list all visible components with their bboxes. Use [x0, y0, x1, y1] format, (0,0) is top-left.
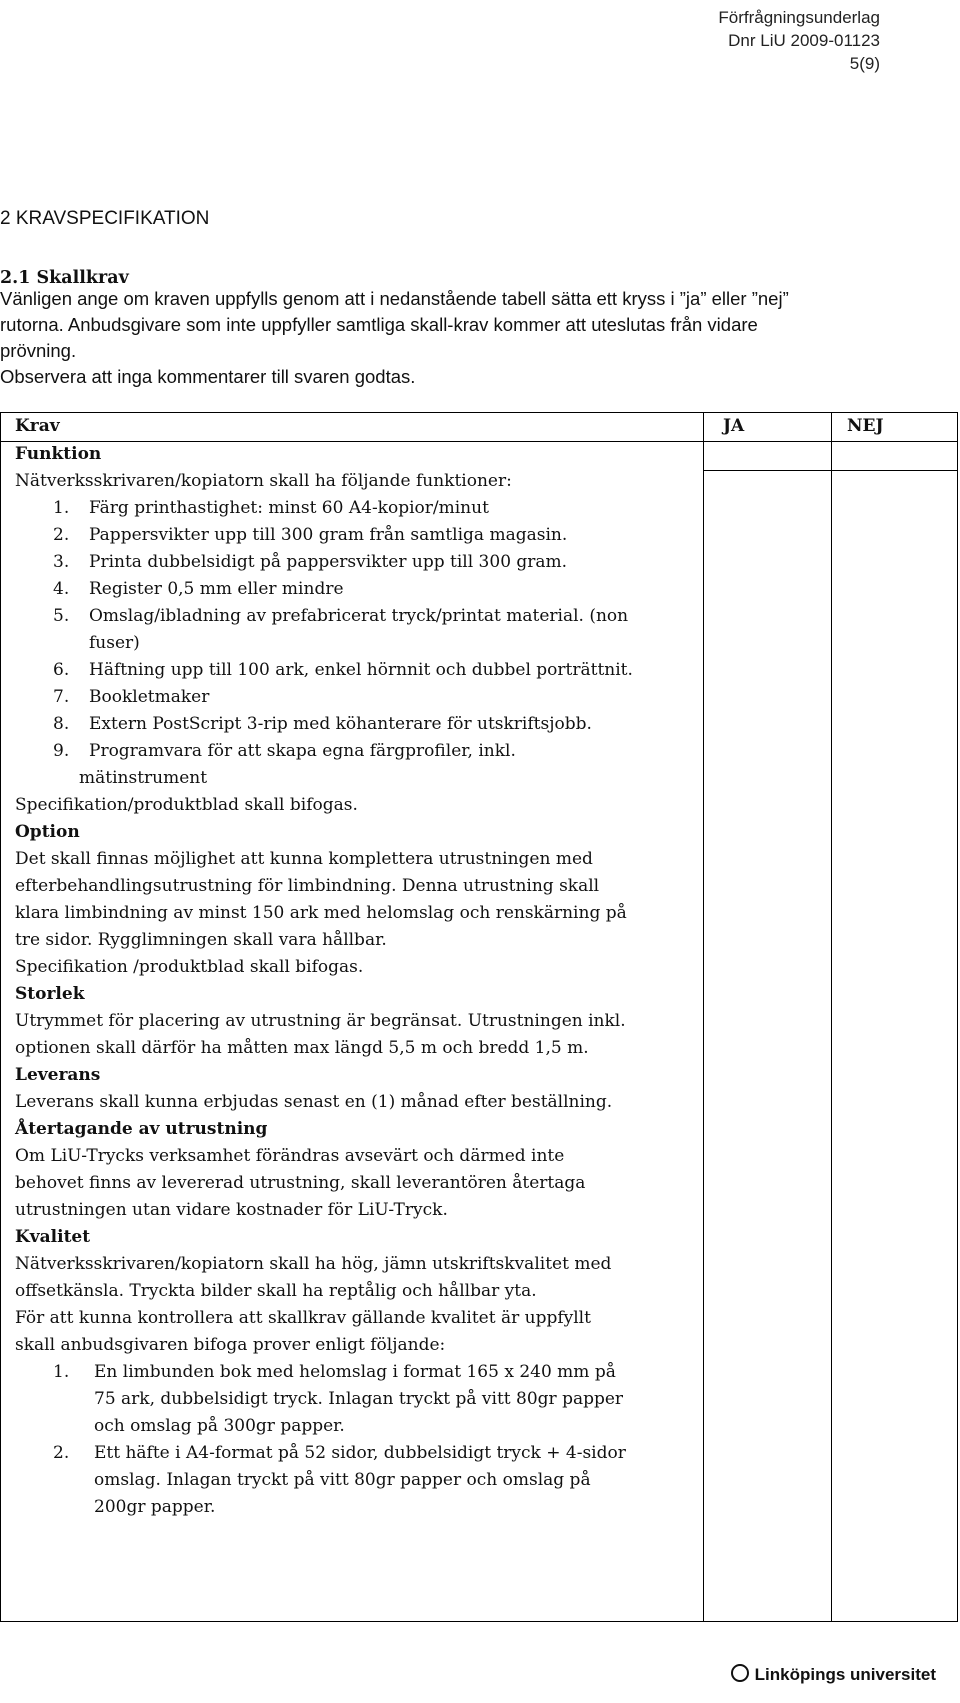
list-item-continuation: omslag. Inlagan tryckt på vitt 80gr papper och omslag på [94, 1470, 591, 1490]
list-item: Register 0,5 mm eller mindre [89, 579, 344, 599]
list-item-continuation: 200gr papper. [94, 1497, 216, 1517]
list-item-continuation: fuser) [89, 633, 140, 653]
list-item: Ett häfte i A4-format på 52 sidor, dubbelsidigt tryck + 4-sidor [94, 1443, 626, 1463]
funktion-lead: Nätverksskrivaren/kopiatorn skall ha följande funktioner: [15, 471, 512, 491]
storlek-text: Utrymmet för placering av utrustning är begränsat. Utrustningen inkl. [15, 1011, 626, 1031]
list-item: Extern PostScript 3-rip med köhanterare för utskriftsjobb. [89, 714, 592, 734]
intro-line: rutorna. Anbudsgivare som inte uppfyller samtliga skall-krav kommer att uteslutas från vidare [0, 314, 758, 335]
option-text: klara limbindning av minst 150 ark med helomslag och renskärning på [15, 903, 627, 923]
header-doc-type: Förfrågningsunderlag [718, 8, 880, 27]
list-number: 6. [53, 660, 70, 680]
university-logo [731, 1664, 936, 1685]
atertagande-text: behovet finns av levererad utrustning, skall leverantören återtaga [15, 1173, 586, 1193]
list-item: Färg printhastighet: minst 60 A4-kopior/minut [89, 498, 489, 518]
column-header-nej: NEJ [847, 416, 884, 436]
option-text: efterbehandlingsutrustning för limbindning. Denna utrustning skall [15, 876, 600, 896]
intro-line: Observera att inga kommentarer till svaren godtas. [0, 366, 416, 387]
row-divider [703, 470, 957, 471]
list-item-continuation: 75 ark, dubbelsidigt tryck. Inlagan tryckt på vitt 80gr papper [94, 1389, 624, 1409]
leverans-text: Leverans skall kunna erbjudas senast en (1) månad efter beställning. [15, 1092, 613, 1112]
document-header [718, 6, 880, 75]
column-header-krav: Krav [15, 416, 60, 436]
kvalitet-text: För att kunna kontrollera att skallkrav gällande kvalitet är uppfyllt [15, 1308, 591, 1328]
list-item: Printa dubbelsidigt på pappersvikter upp till 300 gram. [89, 552, 568, 572]
kvalitet-text: skall anbudsgivaren bifoga prover enligt följande: [15, 1335, 446, 1355]
logo-text: Linköpings universitet [754, 1665, 936, 1684]
funktion-note: Specifikation/produktblad skall bifogas. [15, 795, 358, 815]
column-header-ja: JA [723, 416, 745, 436]
list-item-continuation: och omslag på 300gr papper. [94, 1416, 345, 1436]
funktion-title: Funktion [15, 444, 102, 464]
list-number: 8. [53, 714, 70, 734]
logo-emblem-icon [731, 1664, 749, 1682]
intro-line: prövning. [0, 340, 77, 361]
option-text: tre sidor. Rygglimningen skall vara hållbar. [15, 930, 387, 950]
list-number: 1. [53, 498, 70, 518]
atertagande-text: Om LiU-Trycks verksamhet förändras avsevärt och därmed inte [15, 1146, 565, 1166]
column-divider [703, 413, 704, 1621]
atertagande-title: Återtagande av utrustning [15, 1119, 268, 1139]
list-item: Bookletmaker [89, 687, 210, 707]
list-item: En limbunden bok med helomslag i format 165 x 240 mm på [94, 1362, 616, 1382]
intro-line: Vänligen ange om kraven uppfylls genom att i nedanstående tabell sätta ett kryss i ”ja” eller ”nej” [0, 288, 789, 309]
kvalitet-text: offsetkänsla. Tryckta bilder skall ha reptålig och hållbar yta. [15, 1281, 537, 1301]
kvalitet-title: Kvalitet [15, 1227, 91, 1247]
list-number: 5. [53, 606, 70, 626]
leverans-title: Leverans [15, 1065, 101, 1085]
storlek-text: optionen skall därför ha måtten max längd 5,5 m och bredd 1,5 m. [15, 1038, 589, 1058]
atertagande-text: utrustningen utan vidare kostnader för LiU-Tryck. [15, 1200, 448, 1220]
list-item: Pappersvikter upp till 300 gram från samtliga magasin. [89, 525, 568, 545]
list-number: 2. [53, 525, 70, 545]
list-number: 4. [53, 579, 70, 599]
option-text: Specifikation /produktblad skall bifogas. [15, 957, 364, 977]
column-divider [831, 413, 832, 1621]
chapter-heading: 2 KRAVSPECIFIKATION [0, 208, 210, 229]
list-number: 1. [53, 1362, 70, 1382]
list-number: 7. [53, 687, 70, 707]
list-item: Omslag/ibladning av prefabricerat tryck/printat material. (non [89, 606, 629, 626]
list-item: Programvara för att skapa egna färgprofiler, inkl. [89, 741, 516, 761]
header-page-number: 5(9) [849, 54, 880, 73]
header-dnr: Dnr LiU 2009-01123 [728, 31, 880, 50]
storlek-title: Storlek [15, 984, 85, 1004]
section-heading: 2.1 Skallkrav [0, 268, 129, 288]
header-row-divider [1, 441, 957, 442]
kvalitet-text: Nätverksskrivaren/kopiatorn skall ha hög, jämn utskriftskvalitet med [15, 1254, 612, 1274]
requirements-table [0, 412, 958, 1622]
option-title: Option [15, 822, 80, 842]
list-number: 2. [53, 1443, 70, 1463]
option-text: Det skall finnas möjlighet att kunna komplettera utrustningen med [15, 849, 593, 869]
list-number: 3. [53, 552, 70, 572]
list-number: 9. [53, 741, 70, 761]
list-item: Häftning upp till 100 ark, enkel hörnnit och dubbel porträttnit. [89, 660, 633, 680]
list-item-continuation: mätinstrument [79, 768, 208, 788]
